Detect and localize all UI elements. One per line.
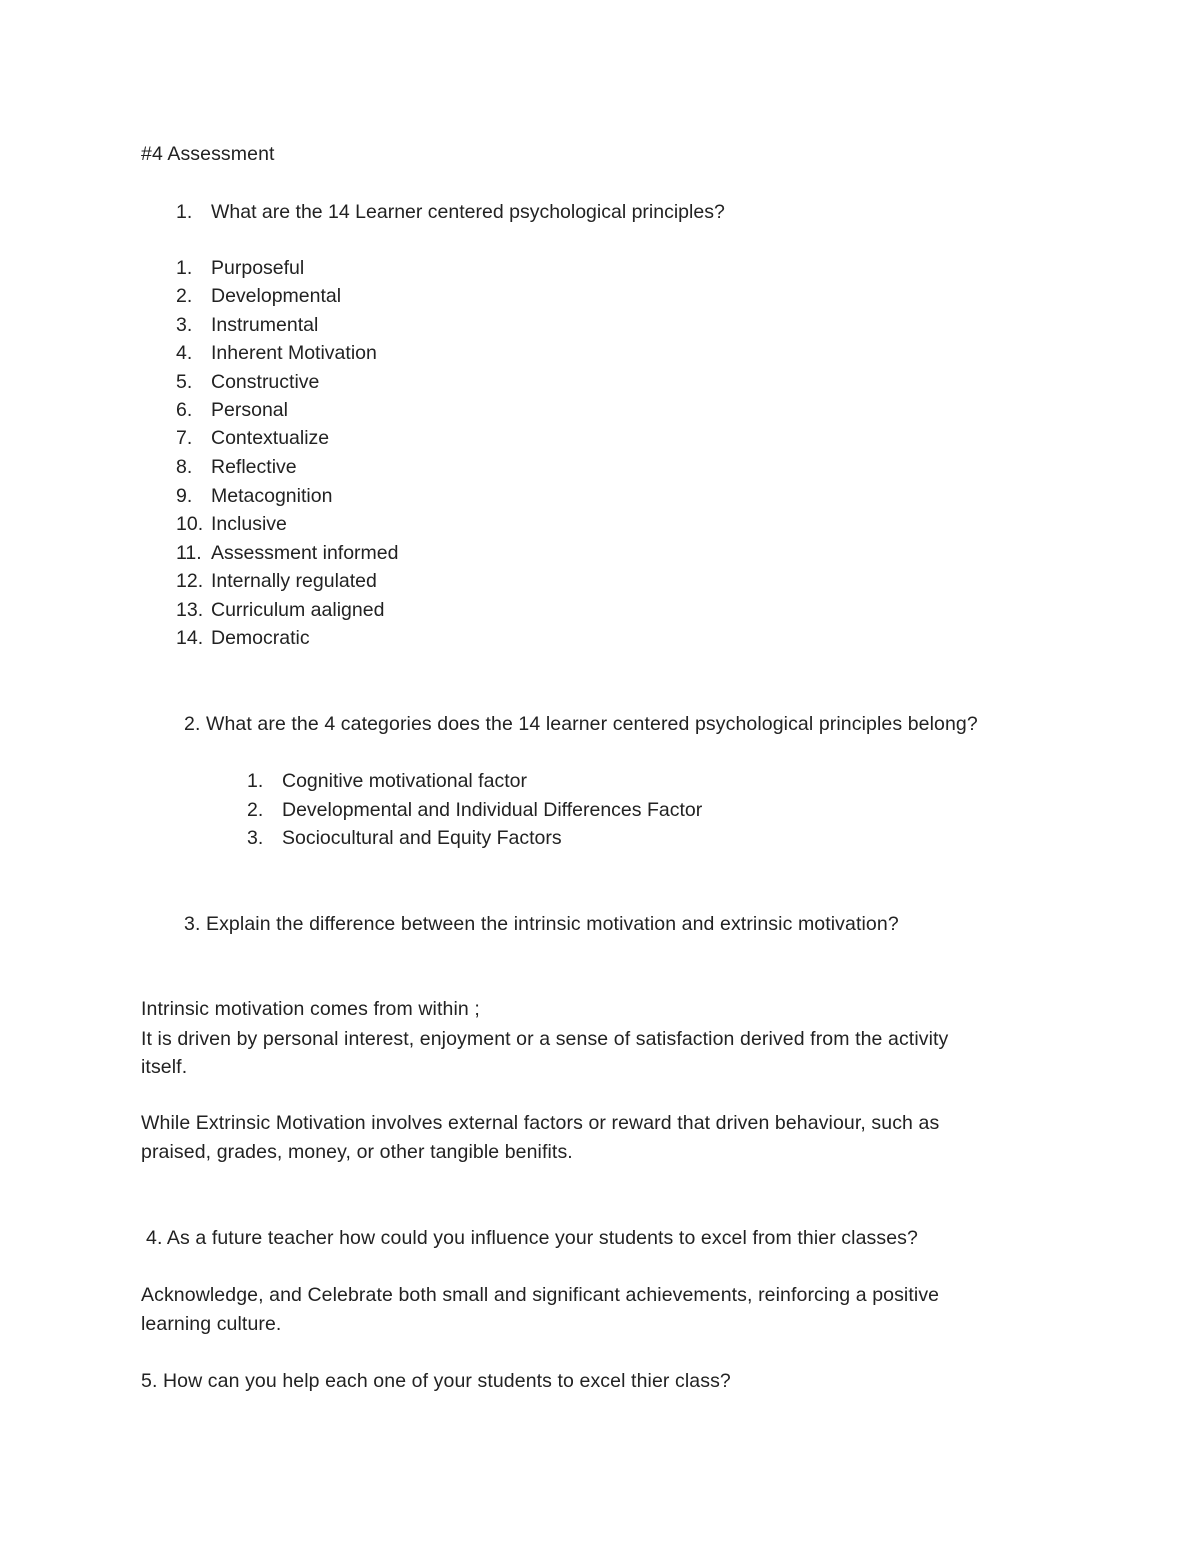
list-item-label: Cognitive motivational factor — [282, 770, 527, 792]
list-item-label: Internally regulated — [211, 570, 377, 592]
answer-3-line: itself. — [141, 1056, 188, 1078]
document-title: #4 Assessment — [141, 143, 275, 165]
list-item-number: 1. — [176, 257, 193, 279]
list-item-label: Contextualize — [211, 427, 330, 449]
question-1-text: What are the 14 Learner centered psychological principles? — [211, 201, 725, 223]
answer-3-line: While Extrinsic Motivation involves external factors or reward that driven behaviour, such as — [141, 1112, 940, 1134]
list-item-label: Assessment informed — [211, 542, 399, 564]
list-item-number: 2. — [247, 799, 264, 821]
list-item-number: 3. — [247, 827, 264, 849]
list-item-label: Constructive — [211, 371, 320, 393]
list-item-label: Inherent Motivation — [211, 342, 377, 364]
list-item-label: Sociocultural and Equity Factors — [282, 827, 562, 849]
answer-4-line: learning culture. — [141, 1313, 282, 1335]
list-item-label: Democratic — [211, 627, 310, 649]
list-item-label: Personal — [211, 399, 288, 421]
question-3-text: 3. Explain the difference between the intrinsic motivation and extrinsic motivation? — [184, 913, 899, 935]
list-item-number: 3. — [176, 314, 193, 336]
list-item-label: Inclusive — [211, 513, 287, 535]
answer-3-line: It is driven by personal interest, enjoyment or a sense of satisfaction derived from the activity — [141, 1028, 949, 1050]
list-item-number: 9. — [176, 485, 193, 507]
list-item-number: 12. — [176, 570, 204, 592]
list-item-number: 4. — [176, 342, 193, 364]
list-item-number: 14. — [176, 627, 204, 649]
list-item-number: 10. — [176, 513, 204, 535]
list-item-label: Curriculum aaligned — [211, 599, 385, 621]
question-2-text: 2. What are the 4 categories does the 14 learner centered psychological principles belong? — [184, 713, 978, 735]
list-item-label: Metacognition — [211, 485, 333, 507]
list-item-label: Reflective — [211, 456, 297, 478]
answer-4-line: Acknowledge, and Celebrate both small and significant achievements, reinforcing a positive — [141, 1284, 940, 1306]
list-item-number: 1. — [247, 770, 264, 792]
answer-3-line: praised, grades, money, or other tangible benifits. — [141, 1141, 573, 1163]
list-item-label: Developmental and Individual Differences Factor — [282, 799, 703, 821]
list-item-number: 8. — [176, 456, 193, 478]
list-item-label: Purposeful — [211, 257, 305, 279]
list-item-number: 6. — [176, 399, 193, 421]
list-item-label: Instrumental — [211, 314, 319, 336]
list-item-number: 11. — [176, 542, 202, 564]
answer-3-line: Intrinsic motivation comes from within ; — [141, 998, 480, 1020]
question-4-text: 4. As a future teacher how could you influence your students to excel from thier classes? — [146, 1227, 918, 1249]
list-item-number: 2. — [176, 285, 193, 307]
list-item-number: 13. — [176, 599, 204, 621]
list-item-label: Developmental — [211, 285, 342, 307]
question-1-number: 1. — [176, 201, 193, 223]
list-item-number: 5. — [176, 371, 193, 393]
list-item-number: 7. — [176, 427, 193, 449]
question-5-text: 5. How can you help each one of your students to excel thier class? — [141, 1370, 731, 1392]
